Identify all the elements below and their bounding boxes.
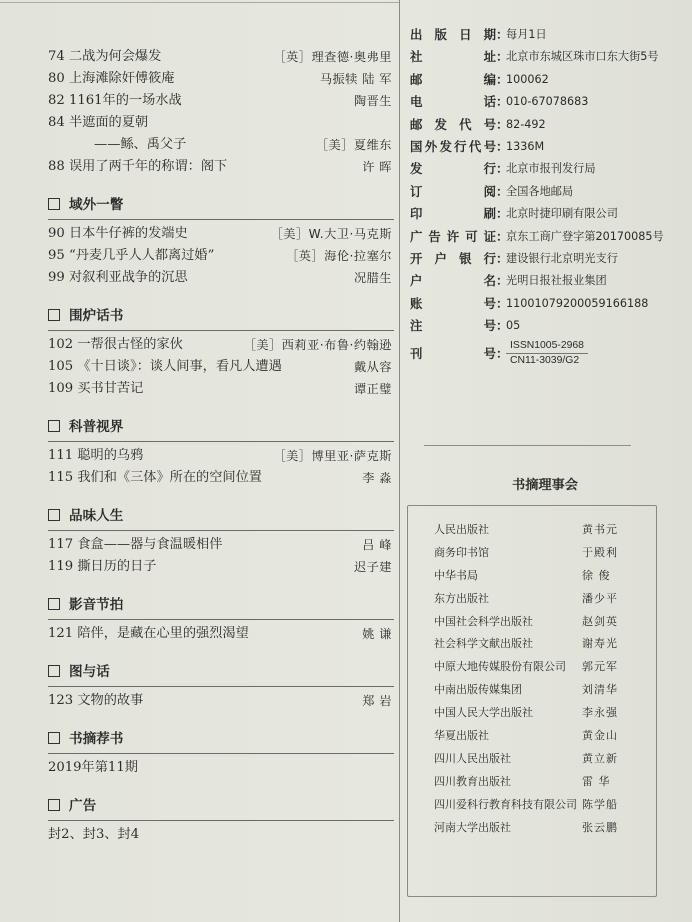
board-member-name: 黄金山 — [582, 729, 618, 743]
section-heading-text: 围炉话书 — [69, 308, 124, 324]
board-member-name: 雷 华 — [582, 774, 611, 788]
board-member-name: 徐 俊 — [582, 568, 611, 582]
toc-section — [48, 594, 394, 645]
board-member-row — [434, 611, 646, 634]
toc-entry-author: 吕 峰 — [362, 538, 392, 552]
info-value: 05 — [506, 319, 521, 333]
board-member-name: 郭元军 — [582, 660, 618, 674]
info-label: 电话 — [410, 94, 496, 110]
toc-entry[interactable] — [48, 156, 394, 178]
issn-box — [506, 339, 588, 368]
info-row — [410, 136, 680, 158]
board-member-name: 李永强 — [582, 706, 618, 720]
publication-info — [410, 24, 680, 371]
checkbox-square-icon — [48, 509, 60, 521]
toc-entry-title: 84 半遮面的夏朝 — [48, 115, 149, 130]
section-heading — [48, 416, 394, 438]
board-member-name: 刘清华 — [582, 683, 618, 697]
toc-entry-author: 戴从容 — [353, 360, 392, 374]
toc-entry-author: ［美］博里亚·萨克斯 — [273, 449, 392, 463]
toc-entry[interactable] — [48, 824, 394, 846]
info-label: 开户银行 — [410, 250, 496, 266]
info-colon: ： — [496, 295, 509, 311]
toc-entry[interactable] — [48, 46, 394, 68]
toc-entry-author: ［英］海伦·拉塞尔 — [286, 249, 392, 263]
info-row — [410, 293, 680, 315]
section-heading-text: 书摘荐书 — [69, 731, 124, 747]
board-member-name: 张云鹏 — [582, 820, 618, 834]
toc-entry-title: 105 《十日谈》：谈人间事，看凡人遭遇 — [48, 359, 282, 374]
info-value: 1336M — [506, 139, 545, 153]
board-member-org: 四川爱科行教育科技有限公司 — [434, 797, 577, 811]
toc-entry-title: 封2、封3、封4 — [48, 827, 140, 842]
info-colon: ： — [496, 161, 509, 177]
info-colon: ： — [496, 116, 509, 132]
info-label: 注号 — [410, 318, 496, 334]
info-label: 户名 — [410, 273, 496, 289]
board-member-row — [434, 748, 646, 771]
toc-entry-title: 88 误用了两千年的称谓：阁下 — [48, 159, 228, 174]
toc-entry-author: 谭正璧 — [353, 382, 392, 396]
toc-entry[interactable] — [48, 245, 394, 267]
toc-entry[interactable] — [48, 623, 394, 645]
section-heading-text: 广告 — [69, 798, 97, 814]
board-member-org: 人民出版社 — [434, 523, 489, 536]
info-colon: ： — [496, 228, 509, 244]
section-rule — [48, 441, 394, 442]
toc-section — [48, 505, 394, 578]
board-member-row — [434, 633, 646, 656]
toc-section — [48, 728, 394, 779]
info-label: 出版日期 — [410, 27, 496, 42]
info-label: 账号 — [410, 295, 496, 311]
toc-entry-author: 况腊生 — [353, 271, 392, 285]
board-member-name: 赵剑英 — [582, 614, 618, 628]
section-heading — [48, 194, 394, 216]
info-colon: ： — [496, 94, 509, 110]
toc-entry-title: 117 食盒——器与食温暖相伴 — [48, 537, 223, 552]
info-colon: ： — [496, 346, 509, 362]
toc-entry-author: 陶晋生 — [353, 94, 392, 108]
info-label: 广告许可证 — [410, 228, 496, 244]
toc-entry-title: 99 对叙利亚战争的沉思 — [48, 270, 188, 285]
section-rule — [48, 820, 394, 821]
info-label: 印刷 — [410, 206, 496, 222]
toc-entry-author: ［英］理查德·奥弗里 — [273, 50, 392, 64]
info-row — [410, 181, 680, 203]
info-colon: ： — [496, 49, 509, 65]
toc-entry-title: 119 撕日历的日子 — [48, 559, 157, 574]
toc-entry-author: 迟子建 — [353, 560, 392, 574]
board-member-row — [434, 565, 646, 588]
checkbox-square-icon — [48, 732, 60, 744]
info-row — [410, 315, 680, 337]
board-member-name: 黄立新 — [582, 751, 618, 765]
toc-entry-title: 121 陪伴，是藏在心里的强烈渴望 — [48, 626, 249, 641]
section-heading-text: 品味人生 — [69, 508, 124, 524]
board-member-org: 中南出版传媒集团 — [434, 683, 522, 697]
board-member-org: 四川人民出版社 — [434, 751, 511, 765]
toc-entry-author: ［美］夏维东 — [315, 138, 392, 152]
checkbox-square-icon — [48, 420, 60, 432]
toc-section — [48, 795, 394, 846]
section-rule — [48, 619, 394, 620]
toc-entry[interactable] — [48, 112, 394, 134]
info-divider — [424, 445, 631, 446]
info-colon: ： — [496, 183, 509, 199]
issn-number: ISSN1005-2968 — [506, 339, 588, 354]
toc-entry-title: 123 文物的故事 — [48, 693, 144, 708]
info-value: 每月1日 — [506, 28, 547, 41]
toc-entry[interactable] — [48, 267, 394, 289]
info-row — [410, 226, 680, 248]
toc-entry-author: ［美］W.大卫·马克斯 — [270, 227, 392, 241]
section-heading — [48, 661, 394, 683]
toc-entry[interactable] — [48, 90, 394, 112]
info-value: 北京市东城区珠市口东大街5号 — [506, 50, 659, 64]
section-heading-text: 影音节拍 — [69, 597, 124, 613]
board-member-row — [434, 679, 646, 702]
info-value: 100062 — [506, 72, 549, 86]
toc-entry-title: ——鲧、禹父子 — [94, 137, 187, 152]
checkbox-square-icon — [48, 309, 60, 321]
toc-entry-author: 姚 谦 — [362, 627, 392, 641]
issn-row — [410, 337, 680, 371]
toc-entry-title: 102 一帮很古怪的家伙 — [48, 337, 183, 352]
board-title: 书摘理事会 — [512, 478, 578, 493]
board-member-name: 黄书元 — [582, 523, 618, 536]
info-row — [410, 203, 680, 225]
info-value: 京东工商广登字第20170085号 — [506, 229, 664, 243]
board-member-row — [434, 588, 646, 611]
board-member-org: 东方出版社 — [434, 591, 489, 605]
toc-entry[interactable] — [48, 445, 394, 467]
board-member-org: 商务印书馆 — [434, 545, 489, 559]
checkbox-square-icon — [48, 198, 60, 210]
toc-entry[interactable] — [48, 467, 394, 489]
info-row — [410, 24, 680, 46]
info-value: 全国各地邮局 — [506, 184, 574, 198]
info-row — [410, 114, 680, 136]
toc-entry[interactable] — [48, 134, 394, 156]
toc-entry-title: 80 上海滩除奸傅筱庵 — [48, 71, 175, 86]
info-row — [410, 91, 680, 113]
board-member-row — [434, 817, 646, 840]
board-member-name: 潘少平 — [582, 591, 618, 605]
toc-entry[interactable] — [48, 556, 394, 578]
info-value: 北京时捷印刷有限公司 — [506, 207, 618, 221]
info-colon: ： — [496, 273, 509, 289]
section-rule — [48, 330, 394, 331]
board-member-row — [434, 542, 646, 565]
info-row — [410, 46, 680, 68]
info-label: 邮编 — [410, 71, 496, 87]
toc-entry[interactable] — [48, 690, 394, 712]
toc-section — [48, 305, 394, 400]
info-label: 国外发行代号 — [410, 138, 496, 154]
toc-entry[interactable] — [48, 334, 394, 356]
info-label: 邮发代号 — [410, 116, 496, 132]
section-rule — [48, 753, 394, 754]
toc-entry-author: 马振犊 陆 军 — [319, 72, 392, 86]
board-member-org: 华夏出版社 — [434, 729, 489, 743]
cn-number: CN11-3039/G2 — [510, 355, 580, 367]
toc-entry-title: 74 二战为何会爆发 — [48, 49, 162, 64]
info-row — [410, 248, 680, 270]
toc-entry-title: 82 1161年的一场水战 — [48, 93, 182, 108]
section-heading — [48, 795, 394, 817]
section-heading-text: 域外一瞥 — [69, 197, 124, 213]
info-value: 11001079200059166188 — [506, 296, 649, 310]
board-member-row — [434, 794, 646, 817]
toc-entry-author: 李 淼 — [362, 471, 392, 485]
board-member-org: 中华书局 — [434, 568, 478, 582]
board-member-org: 中原大地传媒股份有限公司 — [434, 660, 566, 674]
info-value: 光明日报社报业集团 — [506, 274, 607, 288]
toc-entry-title: 95 “丹麦几乎人人都离过婚” — [48, 248, 215, 263]
section-heading — [48, 728, 394, 750]
board-member-name: 谢寿光 — [582, 637, 618, 651]
section-rule — [48, 686, 394, 687]
board-member-org: 河南大学出版社 — [434, 820, 511, 834]
toc-entry[interactable] — [48, 68, 394, 90]
checkbox-square-icon — [48, 799, 60, 811]
info-value: 北京市报刊发行局 — [506, 162, 596, 176]
board-member-org: 中国人民大学出版社 — [434, 706, 533, 720]
toc-section — [48, 416, 394, 489]
board-member-row — [434, 725, 646, 748]
board-member-org: 四川教育出版社 — [434, 774, 511, 788]
toc-entry[interactable] — [48, 356, 394, 378]
top-rule — [0, 2, 399, 3]
toc-entry-title: 111 聪明的乌鸦 — [48, 448, 144, 463]
info-label: 发行 — [410, 161, 496, 177]
info-row — [410, 69, 680, 91]
board-member-org: 社会科学文献出版社 — [434, 637, 533, 651]
info-colon: ： — [496, 27, 509, 42]
board-member-row — [434, 519, 646, 542]
toc-entry-author: 许 晖 — [362, 160, 392, 174]
board-member-row — [434, 702, 646, 725]
toc-section — [48, 194, 394, 289]
toc-entry-title: 2019年第11期 — [48, 760, 138, 775]
section-heading — [48, 505, 394, 527]
toc-entry-title: 90 日本牛仔裤的发端史 — [48, 226, 188, 241]
section-heading — [48, 305, 394, 327]
toc-entry[interactable] — [48, 223, 394, 245]
info-label: 订阅 — [410, 183, 496, 199]
toc-entry-author: ［美］西莉亚·布鲁·约翰逊 — [243, 338, 392, 352]
toc-entry[interactable] — [48, 757, 394, 779]
section-heading — [48, 594, 394, 616]
info-value: 82-492 — [506, 117, 546, 131]
info-colon: ： — [496, 206, 509, 222]
section-rule — [48, 530, 394, 531]
info-row — [410, 270, 680, 292]
section-heading-text: 科普视界 — [69, 419, 124, 435]
toc-entry[interactable] — [48, 378, 394, 400]
board-member-org: 中国社会科学出版社 — [434, 614, 533, 628]
info-value: 010-67078683 — [506, 95, 589, 109]
table-of-contents — [48, 46, 394, 846]
column-divider — [399, 0, 400, 922]
section-heading-text: 图与话 — [69, 664, 110, 680]
toc-section — [48, 661, 394, 712]
info-colon: ： — [496, 250, 509, 266]
info-value: 建设银行北京明光支行 — [506, 251, 618, 265]
info-label: 社址 — [410, 49, 496, 65]
board-member-name: 于殿利 — [582, 545, 618, 559]
board-members — [434, 519, 646, 839]
info-row — [410, 158, 680, 180]
toc-entry-author: 郑 岩 — [362, 694, 392, 708]
info-colon: ： — [496, 138, 509, 154]
board-member-row — [434, 656, 646, 679]
info-colon: ： — [496, 71, 509, 87]
section-rule — [48, 219, 394, 220]
toc-entry-title: 115 我们和《三体》所在的空间位置 — [48, 470, 262, 485]
checkbox-square-icon — [48, 598, 60, 610]
toc-entry[interactable] — [48, 534, 394, 556]
board-member-row — [434, 771, 646, 794]
toc-entry-title: 109 买书甘苦记 — [48, 381, 144, 396]
info-label: 刊号 — [410, 346, 496, 362]
checkbox-square-icon — [48, 665, 60, 677]
board-member-name: 陈学船 — [582, 797, 618, 811]
info-colon: ： — [496, 318, 509, 334]
